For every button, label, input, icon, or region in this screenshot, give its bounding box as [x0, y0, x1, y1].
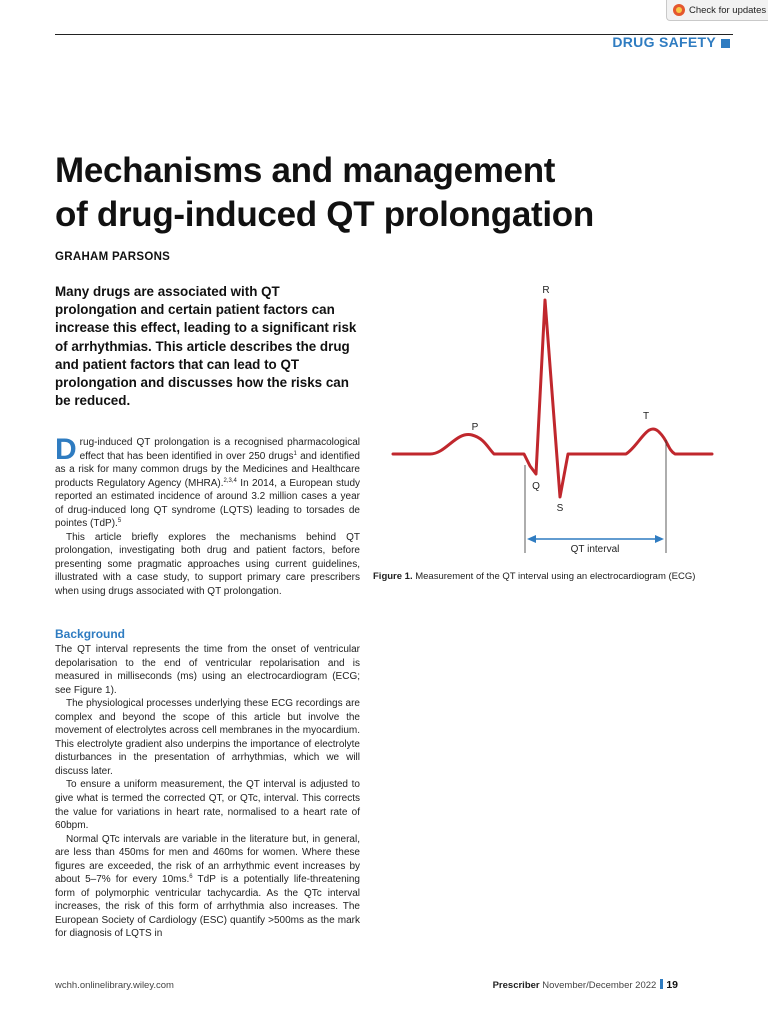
check-for-updates-button[interactable]	[666, 0, 768, 21]
intro-paragraph-1	[55, 433, 361, 531]
background-p4-text-b: TdP is a potentially life-threatening form of polymorphic ventricular tachycardia. As the QTc interval increases, the risk of this form of arrhythmia also increases. The European Society of Cardiology (ESC) quantify >500ms as the mark for diagnosis of LQTS in	[55, 874, 360, 940]
author-name: GRAHAM PARSONS	[55, 251, 171, 263]
footer-issue: November/December 2022	[539, 980, 657, 991]
ecg-label-q: Q	[532, 481, 540, 492]
background-paragraph-1: The QT interval represents the time from the onset of ventricular depolarisation to the end of ventricular repolarisation and is measured in milliseconds (ms) using an electrocardiogram (ECG; see Figure 1).	[55, 644, 360, 696]
intro-p1-text-a: rug-induced QT prolongation is a recognised pharmacological effect that has been identified in over 250 drugs	[79, 437, 360, 462]
citation-1: 1	[293, 450, 297, 457]
figure-caption-text: Measurement of the QT interval using an electrocardiogram (ECG)	[412, 571, 696, 582]
intro-p1-text-b: and identified as a risk for many common drugs by the Medicines and Healthcare products Regulatory Agency (MHRA).	[55, 450, 360, 489]
check-for-updates-label: Check for updates	[689, 4, 767, 16]
ecg-label-r: R	[542, 285, 550, 296]
figure-caption-number: Figure 1.	[373, 571, 413, 582]
ecg-figure	[380, 280, 730, 570]
ecg-trace	[393, 300, 712, 497]
citation-2-4: 2,3,4	[223, 477, 237, 484]
qt-arrow-right-head	[655, 535, 664, 543]
crossmark-icon	[673, 4, 685, 16]
ecg-label-s: S	[556, 503, 564, 514]
intro-text	[55, 433, 361, 599]
intro-paragraph-2: This article briefly explores the mechanisms behind QT prolongation, investigating both drug and patient factors, before presenting some pragmatic approaches using current guidelines, illustrated with a case study, to support primary care prescribers when using drugs associated with QT prolongation.	[55, 531, 360, 598]
citation-5: 5	[117, 518, 122, 525]
section-label: DRUG SAFETY	[612, 34, 716, 50]
background-paragraph-4	[55, 833, 360, 941]
footer-journal-name: Prescriber	[492, 980, 540, 991]
article-title-line-2: of drug-induced QT prolongation	[55, 195, 594, 234]
background-text	[55, 643, 360, 941]
standfirst: Many drugs are associated with QT prolongation and certain patient factors can increase this effect, leading to a significant risk of arrhythmias. This article describes the drug and patient factors that can lead to QT prolongation and discusses how the risks can be reduced.	[55, 284, 357, 409]
intro-p1-text-c: In 2014, a European study reported an estimated incidence of around 3.2 million cases a year of drug-induced long QT syndrome (LQTS) leading to torsades de pointes (TdP).	[55, 477, 361, 530]
footer-journal-info	[480, 979, 678, 991]
article-title-line-1: Mechanisms and management	[55, 151, 556, 190]
footer-url: wchh.onlinelibrary.wiley.com	[55, 980, 174, 991]
ecg-label-p: P	[471, 422, 479, 433]
citation-6: 6	[189, 874, 193, 881]
section-heading-background: Background	[55, 627, 126, 641]
ecg-label-t: T	[642, 411, 650, 422]
background-paragraph-2: The physiological processes underlying these ECG recordings are complex and beyond the scope of this article but involve the movement of electrolytes across cell membranes in the myocardium. This electrolyte gradient also underpins the importance of electrolyte disturbances in the presentation of arrhythmias, which we will discuss later.	[55, 698, 360, 777]
page-number: 19	[666, 979, 678, 991]
qt-arrow-left-head	[527, 535, 536, 543]
section-square-icon	[721, 39, 730, 48]
qt-interval-label: QT interval	[570, 544, 620, 555]
article-title	[55, 149, 735, 237]
background-paragraph-3: To ensure a uniform measurement, the QT interval is adjusted to give what is termed the corrected QT, or QTc, interval. This corrects the value for variations in heart rate, normalised to a heart rate of 60bpm.	[55, 779, 360, 832]
drop-cap: D	[55, 433, 77, 466]
figure-caption	[373, 571, 733, 582]
footer-bar-icon	[660, 979, 663, 989]
background-p4-text-a: Normal QTc intervals are variable in the literature but, in general, are less than 450ms for men and 460ms for women. Where these figures are exceeded, the risk of an arrhythmic event increases by about 5–7% for every 10ms.	[55, 833, 360, 886]
